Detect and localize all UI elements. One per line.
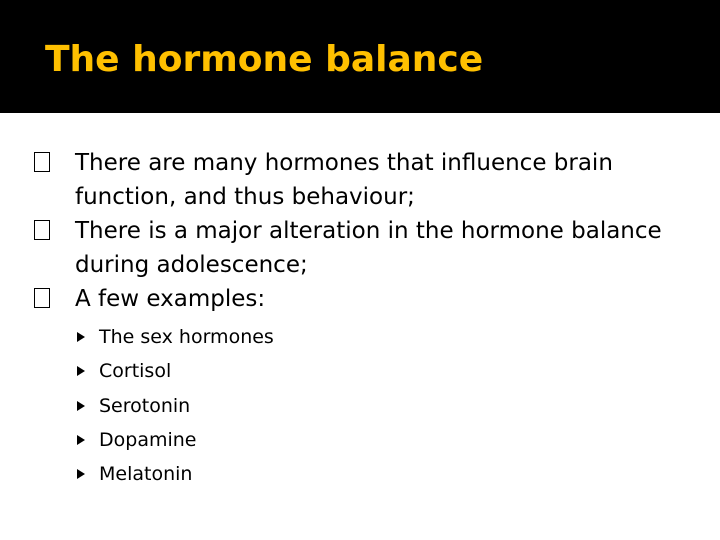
triangle-bullet-icon	[77, 332, 85, 342]
example-item-dopamine	[77, 423, 694, 457]
bullet-box-icon	[34, 282, 70, 316]
example-item-cortisol	[77, 354, 694, 388]
triangle-bullet-icon	[77, 469, 85, 479]
bullet-1-text: There are many hormones that influence brain function, and thus behaviour;	[75, 150, 613, 210]
example-item-sex-hormones	[77, 320, 694, 354]
bullet-2-text: There is a major alteration in the hormone balance during adolescence;	[75, 218, 662, 278]
bullet-2	[34, 214, 694, 282]
bullet-3-text: A few examples:	[75, 286, 266, 312]
example-item-melatonin	[77, 457, 694, 491]
slide-content	[34, 146, 694, 491]
bullet-box-icon	[34, 214, 70, 248]
example-item-label: Serotonin	[99, 394, 191, 417]
triangle-bullet-icon	[77, 366, 85, 376]
example-item-label: Cortisol	[99, 360, 172, 383]
bullet-box-icon	[34, 146, 70, 180]
bullet-1	[34, 146, 694, 214]
triangle-bullet-icon	[77, 401, 85, 411]
triangle-bullet-icon	[77, 435, 85, 445]
example-item-label: The sex hormones	[99, 326, 274, 348]
examples-list	[77, 320, 694, 491]
slide-title-bar	[0, 0, 720, 113]
example-item-serotonin	[77, 389, 694, 423]
bullet-3	[34, 282, 694, 316]
example-item-label: Dopamine	[99, 428, 197, 451]
example-item-label: Melatonin	[99, 463, 193, 486]
slide-title: The hormone balance	[45, 39, 484, 80]
